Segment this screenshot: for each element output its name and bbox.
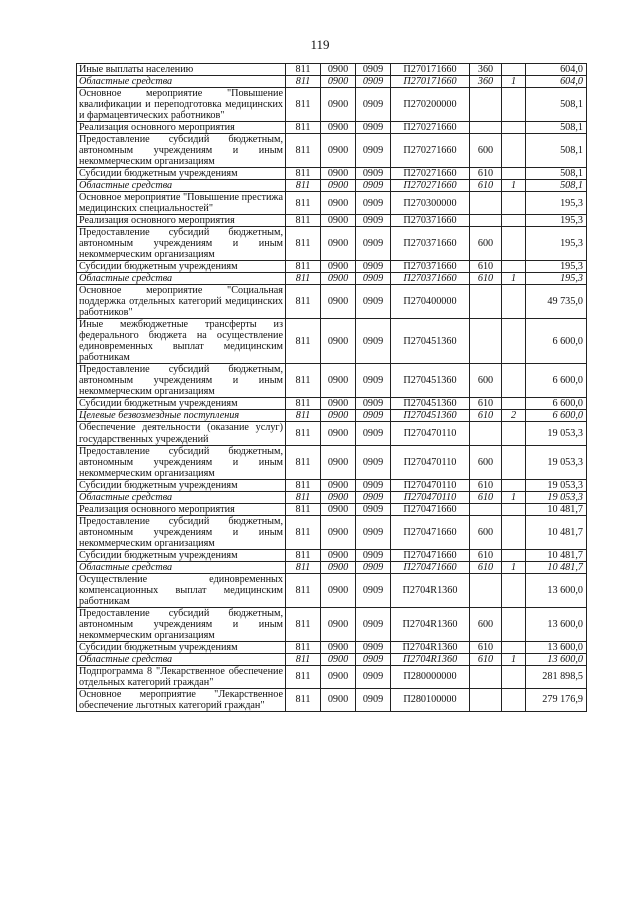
subsection-code-cell: 0909 <box>356 410 391 422</box>
expense-type-cell: 610 <box>470 168 502 180</box>
section-code-cell: 0900 <box>321 168 356 180</box>
section-code-cell: 0900 <box>321 192 356 215</box>
item-name-cell: Основное мероприятие "Повышение квалификации и переподготовка медицинских и фармацевтических работников" <box>77 88 286 122</box>
target-article-cell: П270371660 <box>391 273 470 285</box>
section-code-cell: 0900 <box>321 398 356 410</box>
funding-source-cell: 1 <box>502 653 526 665</box>
target-article-cell: П270371660 <box>391 261 470 273</box>
item-name-cell: Реализация основного мероприятия <box>77 122 286 134</box>
subsection-code-cell: 0909 <box>356 227 391 261</box>
expense-type-cell: 600 <box>470 515 502 549</box>
expense-type-cell: 610 <box>470 261 502 273</box>
target-article-cell: П270371660 <box>391 215 470 227</box>
expense-type-cell <box>470 573 502 607</box>
item-name-cell: Целевые безвозмездные поступления <box>77 410 286 422</box>
funding-source-cell <box>502 192 526 215</box>
section-code-cell: 0900 <box>321 261 356 273</box>
funding-source-cell: 1 <box>502 491 526 503</box>
target-article-cell: П270400000 <box>391 285 470 319</box>
funding-source-cell <box>502 285 526 319</box>
section-code-cell: 0900 <box>321 641 356 653</box>
table-row <box>77 168 587 180</box>
section-code-cell: 0900 <box>321 665 356 688</box>
org-code-cell: 811 <box>286 285 321 319</box>
org-code-cell: 811 <box>286 88 321 122</box>
funding-source-cell: 1 <box>502 273 526 285</box>
org-code-cell: 811 <box>286 653 321 665</box>
item-name-cell: Предоставление субсидий бюджетным, автономным учреждениям и иным некоммерческим организациям <box>77 515 286 549</box>
subsection-code-cell: 0909 <box>356 64 391 76</box>
target-article-cell: П2704R1360 <box>391 573 470 607</box>
org-code-cell: 811 <box>286 168 321 180</box>
org-code-cell: 811 <box>286 261 321 273</box>
amount-cell: 19 053,3 <box>526 479 587 491</box>
org-code-cell: 811 <box>286 479 321 491</box>
amount-cell: 6 600,0 <box>526 319 587 364</box>
target-article-cell: П270200000 <box>391 88 470 122</box>
target-article-cell: П270300000 <box>391 192 470 215</box>
target-article-cell: П270271660 <box>391 168 470 180</box>
org-code-cell: 811 <box>286 573 321 607</box>
target-article-cell: П280100000 <box>391 688 470 711</box>
table-row <box>77 64 587 76</box>
item-name-cell: Областные средства <box>77 653 286 665</box>
item-name-cell: Областные средства <box>77 76 286 88</box>
expense-type-cell: 600 <box>470 364 502 398</box>
subsection-code-cell: 0909 <box>356 665 391 688</box>
amount-cell: 281 898,5 <box>526 665 587 688</box>
table-row <box>77 515 587 549</box>
table-row <box>77 573 587 607</box>
item-name-cell: Предоставление субсидий бюджетным, автономным учреждениям и иным некоммерческим организациям <box>77 134 286 168</box>
amount-cell: 508,1 <box>526 134 587 168</box>
org-code-cell: 811 <box>286 515 321 549</box>
section-code-cell: 0900 <box>321 549 356 561</box>
subsection-code-cell: 0909 <box>356 319 391 364</box>
amount-cell: 13 600,0 <box>526 573 587 607</box>
amount-cell: 195,3 <box>526 261 587 273</box>
subsection-code-cell: 0909 <box>356 688 391 711</box>
item-name-cell: Предоставление субсидий бюджетным, автономным учреждениям и иным некоммерческим организациям <box>77 607 286 641</box>
table-row <box>77 76 587 88</box>
table-row <box>77 445 587 479</box>
target-article-cell: П270171660 <box>391 76 470 88</box>
target-article-cell: П270471660 <box>391 515 470 549</box>
item-name-cell: Иные межбюджетные трансферты из федерального бюджета на осуществление единовременных выплат медицинским работникам <box>77 319 286 364</box>
org-code-cell: 811 <box>286 319 321 364</box>
expense-type-cell <box>470 319 502 364</box>
table-row <box>77 285 587 319</box>
subsection-code-cell: 0909 <box>356 653 391 665</box>
funding-source-cell: 1 <box>502 76 526 88</box>
budget-table <box>76 63 587 712</box>
subsection-code-cell: 0909 <box>356 491 391 503</box>
subsection-code-cell: 0909 <box>356 76 391 88</box>
subsection-code-cell: 0909 <box>356 168 391 180</box>
section-code-cell: 0900 <box>321 88 356 122</box>
funding-source-cell <box>502 515 526 549</box>
section-code-cell: 0900 <box>321 364 356 398</box>
section-code-cell: 0900 <box>321 561 356 573</box>
expense-type-cell: 610 <box>470 549 502 561</box>
item-name-cell: Областные средства <box>77 273 286 285</box>
funding-source-cell <box>502 215 526 227</box>
item-name-cell: Обеспечение деятельности (оказание услуг) государственных учреждений <box>77 422 286 445</box>
subsection-code-cell: 0909 <box>356 561 391 573</box>
section-code-cell: 0900 <box>321 653 356 665</box>
org-code-cell: 811 <box>286 641 321 653</box>
org-code-cell: 811 <box>286 665 321 688</box>
item-name-cell: Областные средства <box>77 491 286 503</box>
item-name-cell: Субсидии бюджетным учреждениям <box>77 261 286 273</box>
table-row <box>77 364 587 398</box>
expense-type-cell <box>470 122 502 134</box>
expense-type-cell: 610 <box>470 273 502 285</box>
funding-source-cell <box>502 398 526 410</box>
amount-cell: 508,1 <box>526 168 587 180</box>
table-row <box>77 653 587 665</box>
table-row <box>77 561 587 573</box>
section-code-cell: 0900 <box>321 688 356 711</box>
funding-source-cell <box>502 64 526 76</box>
subsection-code-cell: 0909 <box>356 573 391 607</box>
subsection-code-cell: 0909 <box>356 192 391 215</box>
subsection-code-cell: 0909 <box>356 515 391 549</box>
subsection-code-cell: 0909 <box>356 445 391 479</box>
target-article-cell: П270451360 <box>391 319 470 364</box>
section-code-cell: 0900 <box>321 319 356 364</box>
item-name-cell: Областные средства <box>77 561 286 573</box>
funding-source-cell <box>502 319 526 364</box>
amount-cell: 279 176,9 <box>526 688 587 711</box>
table-row <box>77 192 587 215</box>
section-code-cell: 0900 <box>321 180 356 192</box>
section-code-cell: 0900 <box>321 515 356 549</box>
target-article-cell: П280000000 <box>391 665 470 688</box>
item-name-cell: Субсидии бюджетным учреждениям <box>77 641 286 653</box>
table-row <box>77 665 587 688</box>
amount-cell: 195,3 <box>526 273 587 285</box>
subsection-code-cell: 0909 <box>356 273 391 285</box>
item-name-cell: Областные средства <box>77 180 286 192</box>
table-row <box>77 398 587 410</box>
expense-type-cell: 610 <box>470 180 502 192</box>
org-code-cell: 811 <box>286 688 321 711</box>
expense-type-cell: 610 <box>470 479 502 491</box>
item-name-cell: Осуществление единовременных компенсационных выплат медицинским работникам <box>77 573 286 607</box>
amount-cell: 604,0 <box>526 76 587 88</box>
target-article-cell: П270471660 <box>391 561 470 573</box>
amount-cell: 19 053,3 <box>526 491 587 503</box>
funding-source-cell <box>502 364 526 398</box>
funding-source-cell: 1 <box>502 561 526 573</box>
amount-cell: 508,1 <box>526 122 587 134</box>
funding-source-cell: 2 <box>502 410 526 422</box>
funding-source-cell <box>502 573 526 607</box>
funding-source-cell <box>502 445 526 479</box>
table-row <box>77 319 587 364</box>
org-code-cell: 811 <box>286 64 321 76</box>
table-row <box>77 491 587 503</box>
subsection-code-cell: 0909 <box>356 641 391 653</box>
funding-source-cell <box>502 641 526 653</box>
target-article-cell: П270271660 <box>391 134 470 168</box>
section-code-cell: 0900 <box>321 491 356 503</box>
org-code-cell: 811 <box>286 491 321 503</box>
amount-cell: 13 600,0 <box>526 653 587 665</box>
org-code-cell: 811 <box>286 76 321 88</box>
expense-type-cell: 360 <box>470 76 502 88</box>
table-row <box>77 479 587 491</box>
amount-cell: 6 600,0 <box>526 364 587 398</box>
expense-type-cell: 610 <box>470 410 502 422</box>
section-code-cell: 0900 <box>321 422 356 445</box>
org-code-cell: 811 <box>286 503 321 515</box>
table-row <box>77 410 587 422</box>
funding-source-cell <box>502 261 526 273</box>
target-article-cell: П270371660 <box>391 227 470 261</box>
target-article-cell: П2704R1360 <box>391 653 470 665</box>
amount-cell: 604,0 <box>526 64 587 76</box>
item-name-cell: Предоставление субсидий бюджетным, автономным учреждениям и иным некоммерческим организациям <box>77 445 286 479</box>
subsection-code-cell: 0909 <box>356 134 391 168</box>
funding-source-cell <box>502 503 526 515</box>
subsection-code-cell: 0909 <box>356 88 391 122</box>
item-name-cell: Основное мероприятие "Социальная поддержка отдельных категорий медицинских работников" <box>77 285 286 319</box>
funding-source-cell <box>502 422 526 445</box>
org-code-cell: 811 <box>286 607 321 641</box>
table-row <box>77 607 587 641</box>
target-article-cell: П270471660 <box>391 549 470 561</box>
table-row <box>77 422 587 445</box>
subsection-code-cell: 0909 <box>356 285 391 319</box>
funding-source-cell <box>502 479 526 491</box>
expense-type-cell <box>470 285 502 319</box>
expense-type-cell: 600 <box>470 607 502 641</box>
subsection-code-cell: 0909 <box>356 261 391 273</box>
item-name-cell: Субсидии бюджетным учреждениям <box>77 398 286 410</box>
section-code-cell: 0900 <box>321 122 356 134</box>
org-code-cell: 811 <box>286 273 321 285</box>
subsection-code-cell: 0909 <box>356 549 391 561</box>
section-code-cell: 0900 <box>321 76 356 88</box>
amount-cell: 195,3 <box>526 227 587 261</box>
org-code-cell: 811 <box>286 445 321 479</box>
target-article-cell: П270470110 <box>391 479 470 491</box>
funding-source-cell <box>502 607 526 641</box>
page-number: 119 <box>310 37 330 52</box>
funding-source-cell <box>502 688 526 711</box>
org-code-cell: 811 <box>286 561 321 573</box>
amount-cell: 10 481,7 <box>526 549 587 561</box>
amount-cell: 13 600,0 <box>526 641 587 653</box>
amount-cell: 195,3 <box>526 215 587 227</box>
org-code-cell: 811 <box>286 180 321 192</box>
org-code-cell: 811 <box>286 422 321 445</box>
amount-cell: 508,1 <box>526 180 587 192</box>
target-article-cell: П270471660 <box>391 503 470 515</box>
section-code-cell: 0900 <box>321 215 356 227</box>
target-article-cell: П270171660 <box>391 64 470 76</box>
org-code-cell: 811 <box>286 215 321 227</box>
amount-cell: 6 600,0 <box>526 398 587 410</box>
org-code-cell: 811 <box>286 122 321 134</box>
expense-type-cell: 610 <box>470 491 502 503</box>
section-code-cell: 0900 <box>321 227 356 261</box>
item-name-cell: Предоставление субсидий бюджетным, автономным учреждениям и иным некоммерческим организациям <box>77 364 286 398</box>
expense-type-cell <box>470 688 502 711</box>
funding-source-cell <box>502 549 526 561</box>
amount-cell: 6 600,0 <box>526 410 587 422</box>
amount-cell: 508,1 <box>526 88 587 122</box>
table-row <box>77 688 587 711</box>
section-code-cell: 0900 <box>321 285 356 319</box>
target-article-cell: П270470110 <box>391 491 470 503</box>
expense-type-cell: 600 <box>470 134 502 168</box>
target-article-cell: П270271660 <box>391 122 470 134</box>
target-article-cell: П270470110 <box>391 422 470 445</box>
target-article-cell: П270451360 <box>391 410 470 422</box>
subsection-code-cell: 0909 <box>356 607 391 641</box>
target-article-cell: П2704R1360 <box>391 641 470 653</box>
funding-source-cell <box>502 227 526 261</box>
table-row <box>77 261 587 273</box>
amount-cell: 49 735,0 <box>526 285 587 319</box>
target-article-cell: П270451360 <box>391 398 470 410</box>
expense-type-cell: 360 <box>470 64 502 76</box>
table-row <box>77 134 587 168</box>
amount-cell: 19 053,3 <box>526 445 587 479</box>
item-name-cell: Иные выплаты населению <box>77 64 286 76</box>
funding-source-cell <box>502 122 526 134</box>
amount-cell: 19 053,3 <box>526 422 587 445</box>
section-code-cell: 0900 <box>321 134 356 168</box>
item-name-cell: Основное мероприятие "Лекарственное обеспечение льготных категорий граждан" <box>77 688 286 711</box>
funding-source-cell <box>502 168 526 180</box>
amount-cell: 13 600,0 <box>526 607 587 641</box>
target-article-cell: П270470110 <box>391 445 470 479</box>
amount-cell: 10 481,7 <box>526 503 587 515</box>
subsection-code-cell: 0909 <box>356 422 391 445</box>
section-code-cell: 0900 <box>321 479 356 491</box>
table-row <box>77 549 587 561</box>
org-code-cell: 811 <box>286 410 321 422</box>
table-row <box>77 215 587 227</box>
table-row <box>77 227 587 261</box>
table-row <box>77 503 587 515</box>
target-article-cell: П2704R1360 <box>391 607 470 641</box>
subsection-code-cell: 0909 <box>356 398 391 410</box>
expense-type-cell: 610 <box>470 561 502 573</box>
section-code-cell: 0900 <box>321 503 356 515</box>
item-name-cell: Субсидии бюджетным учреждениям <box>77 479 286 491</box>
table-row <box>77 180 587 192</box>
funding-source-cell <box>502 134 526 168</box>
item-name-cell: Основное мероприятие "Повышение престижа медицинских специальностей" <box>77 192 286 215</box>
item-name-cell: Реализация основного мероприятия <box>77 215 286 227</box>
section-code-cell: 0900 <box>321 273 356 285</box>
funding-source-cell <box>502 665 526 688</box>
amount-cell: 10 481,7 <box>526 561 587 573</box>
org-code-cell: 811 <box>286 227 321 261</box>
item-name-cell: Реализация основного мероприятия <box>77 503 286 515</box>
expense-type-cell: 610 <box>470 653 502 665</box>
section-code-cell: 0900 <box>321 64 356 76</box>
table-row <box>77 641 587 653</box>
expense-type-cell <box>470 192 502 215</box>
funding-source-cell: 1 <box>502 180 526 192</box>
budget-table-body <box>77 64 587 712</box>
expense-type-cell: 600 <box>470 227 502 261</box>
subsection-code-cell: 0909 <box>356 122 391 134</box>
org-code-cell: 811 <box>286 134 321 168</box>
amount-cell: 195,3 <box>526 192 587 215</box>
subsection-code-cell: 0909 <box>356 364 391 398</box>
expense-type-cell <box>470 665 502 688</box>
funding-source-cell <box>502 88 526 122</box>
subsection-code-cell: 0909 <box>356 215 391 227</box>
item-name-cell: Предоставление субсидий бюджетным, автономным учреждениям и иным некоммерческим организациям <box>77 227 286 261</box>
org-code-cell: 811 <box>286 549 321 561</box>
expense-type-cell <box>470 215 502 227</box>
section-code-cell: 0900 <box>321 445 356 479</box>
expense-type-cell <box>470 88 502 122</box>
item-name-cell: Субсидии бюджетным учреждениям <box>77 168 286 180</box>
section-code-cell: 0900 <box>321 573 356 607</box>
org-code-cell: 811 <box>286 364 321 398</box>
org-code-cell: 811 <box>286 398 321 410</box>
expense-type-cell <box>470 422 502 445</box>
table-row <box>77 273 587 285</box>
item-name-cell: Подпрограмма 8 "Лекарственное обеспечение отдельных категорий граждан" <box>77 665 286 688</box>
expense-type-cell: 600 <box>470 445 502 479</box>
subsection-code-cell: 0909 <box>356 180 391 192</box>
table-row <box>77 122 587 134</box>
subsection-code-cell: 0909 <box>356 479 391 491</box>
expense-type-cell: 610 <box>470 398 502 410</box>
target-article-cell: П270271660 <box>391 180 470 192</box>
section-code-cell: 0900 <box>321 410 356 422</box>
target-article-cell: П270451360 <box>391 364 470 398</box>
section-code-cell: 0900 <box>321 607 356 641</box>
subsection-code-cell: 0909 <box>356 503 391 515</box>
item-name-cell: Субсидии бюджетным учреждениям <box>77 549 286 561</box>
expense-type-cell <box>470 503 502 515</box>
org-code-cell: 811 <box>286 192 321 215</box>
amount-cell: 10 481,7 <box>526 515 587 549</box>
expense-type-cell: 610 <box>470 641 502 653</box>
table-row <box>77 88 587 122</box>
